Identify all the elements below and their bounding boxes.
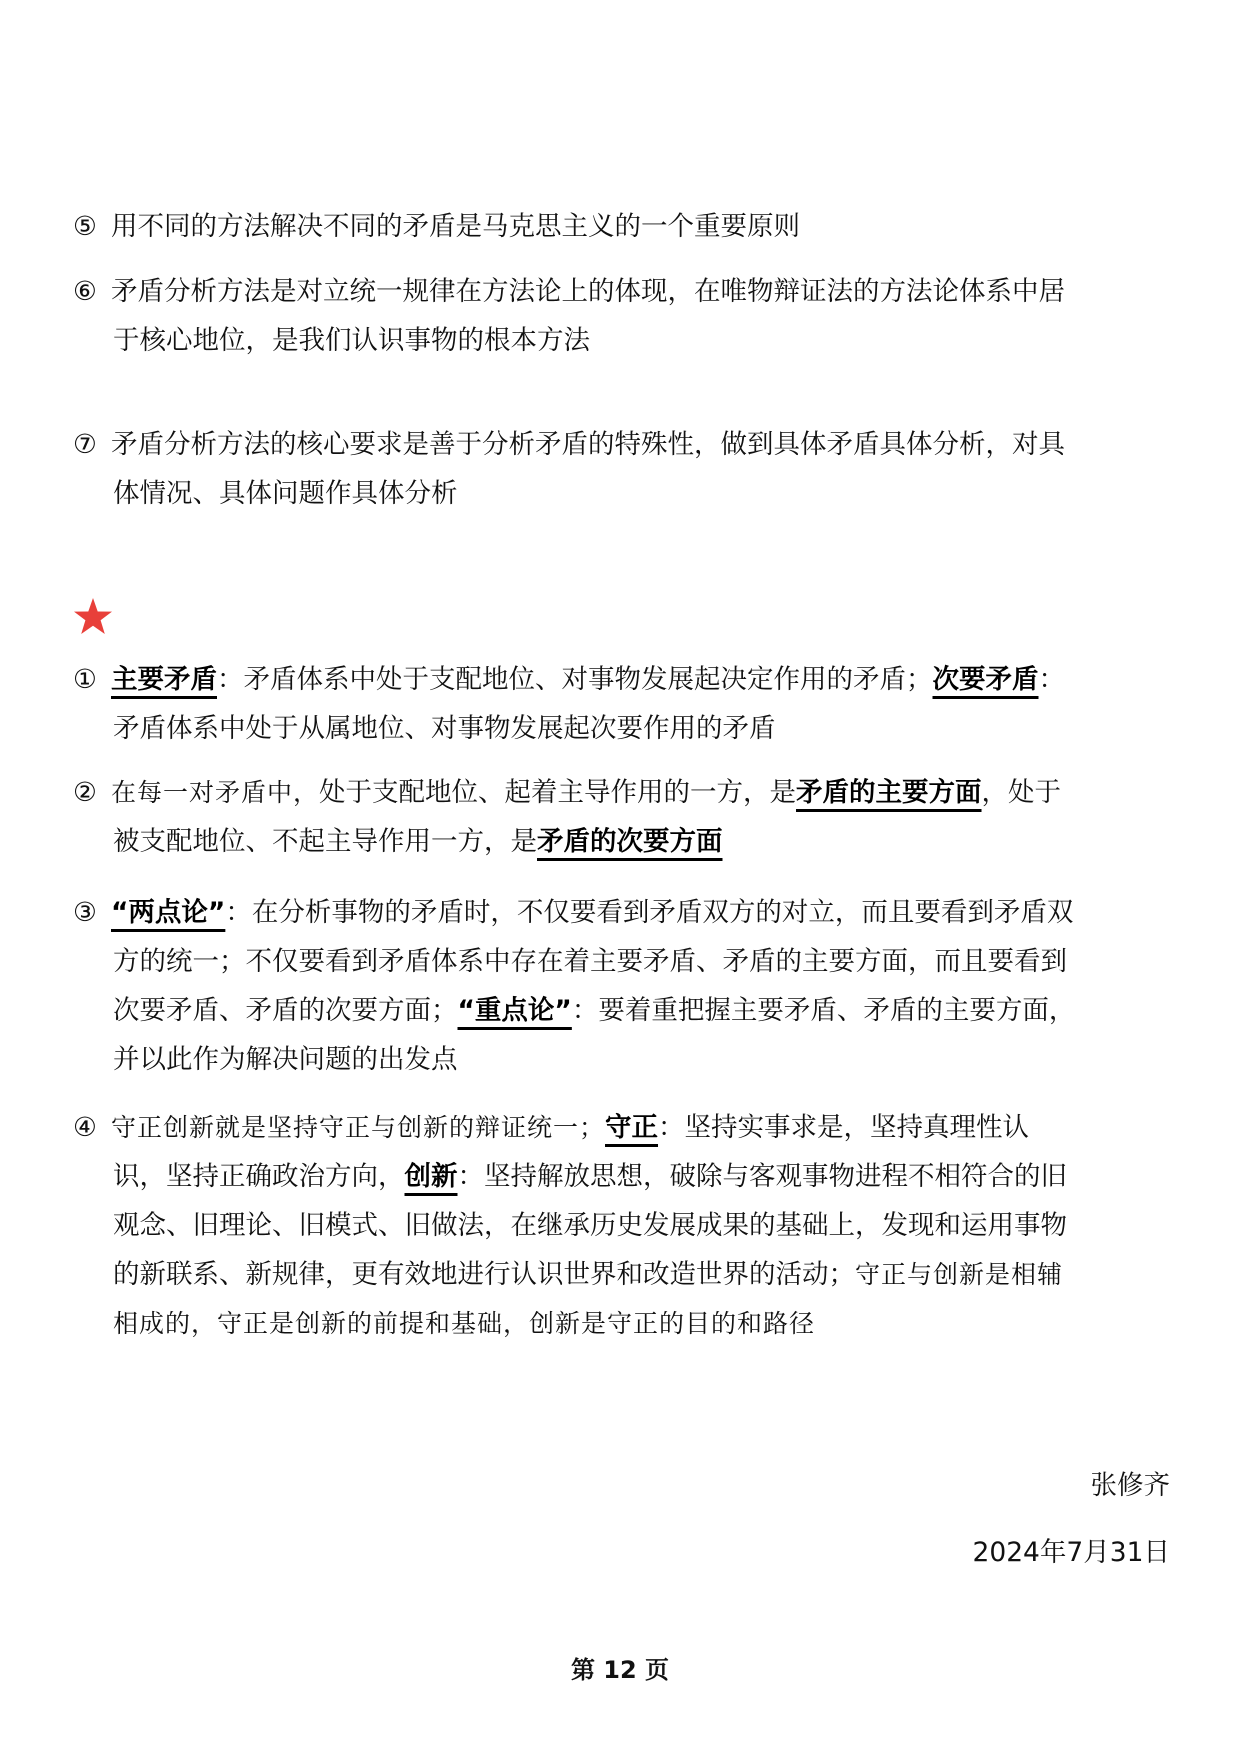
item-text: ：矛盾体系中处于支配地位、对事物发展起决定作用的矛盾；: [217, 664, 933, 695]
keyword-focus-theory: “重点论”: [457, 995, 572, 1026]
item-text-serif: 相成的，守正是创新的前提和基础，创新是守正的目的和路径: [113, 1309, 816, 1338]
list-item-line: [73, 817, 1173, 866]
item-text: ：在分析事物的矛盾时，不仅要看到矛盾双方的对立，而且要看到矛盾双: [225, 897, 1074, 928]
list-item-2: [73, 768, 1173, 866]
item-text: 用不同的方法解决不同的矛盾是马克思主义的一个重要原则: [111, 211, 800, 242]
list-item-line: [73, 768, 1173, 817]
list-item-line: [73, 1103, 1173, 1152]
list-item-4: [73, 1103, 1173, 1348]
item-text: ：坚持实事求是，坚持真理性认: [658, 1112, 1030, 1143]
keyword-secondary-contradiction: 次要矛盾: [932, 664, 1039, 695]
list-item-line: 于核心地位，是我们认识事物的根本方法: [113, 325, 590, 356]
item-number: ⑤: [73, 211, 97, 242]
item-text-serif: 守正与创新是相辅: [855, 1260, 1064, 1289]
item-text: ：坚持解放思想，破除与客观事物进程不相符合的旧: [457, 1161, 1067, 1192]
list-item-line: 矛盾体系中处于从属地位、对事物发展起次要作用的矛盾: [113, 713, 776, 744]
star-icon: [73, 596, 113, 636]
item-text: 识，坚持正确政治方向，: [113, 1161, 405, 1192]
item-text: 矛盾分析方法的核心要求是善于分析矛盾的特殊性，做到具体矛盾具体分析，对具: [111, 429, 1065, 460]
item-number: ④: [73, 1112, 97, 1143]
item-text: ：: [1038, 664, 1065, 695]
keyword-secondary-aspect: 矛盾的次要方面: [537, 826, 723, 857]
item-text: ，处于: [981, 777, 1062, 808]
item-number: ③: [73, 897, 97, 928]
item-text: ：要着重把握主要矛盾、矛盾的主要方面，: [571, 995, 1076, 1026]
item-number: ②: [73, 777, 97, 808]
list-item-3: [73, 888, 1173, 1084]
list-item-line: [73, 888, 1173, 937]
list-item-line: 体情况、具体问题作具体分析: [113, 478, 458, 509]
item-text: 处于支配地位、起着主导作用的一方，是: [319, 777, 797, 808]
item-number: ①: [73, 664, 97, 695]
signature-date: 2024年7月31日: [972, 1537, 1170, 1568]
keyword-innovation: 创新: [404, 1161, 458, 1192]
list-item-line: [73, 1152, 1173, 1201]
page-number: 第 12 页: [570, 1656, 670, 1684]
list-item-line: [73, 655, 1173, 704]
list-item-line: 并以此作为解决问题的出发点: [113, 1044, 458, 1075]
list-item-line: [73, 267, 1173, 316]
item-text: 矛盾分析方法是对立统一规律在方法论上的体现，在唯物辩证法的方法论体系中居: [111, 276, 1065, 307]
item-text: 被支配地位、不起主导作用一方，是: [113, 826, 537, 857]
list-item-line: [73, 1250, 1173, 1299]
list-item-line: [73, 202, 1173, 251]
list-item-line: 方的统一；不仅要看到矛盾体系中存在着主要矛盾、矛盾的主要方面，而且要看到: [113, 946, 1067, 977]
keyword-principal-aspect: 矛盾的主要方面: [796, 777, 982, 808]
list-item-line: [73, 1299, 1173, 1348]
keyword-two-point-theory: “两点论”: [111, 897, 226, 928]
author-name: 张修齐: [1090, 1470, 1170, 1501]
item-number: ⑦: [73, 429, 97, 460]
item-text-serif: 守正创新就是坚持守正与创新的辩证统一；: [111, 1113, 606, 1142]
list-item-line: [73, 986, 1173, 1035]
list-item-6: [73, 267, 1173, 365]
list-item-7: [73, 420, 1173, 518]
list-item-1: [73, 655, 1173, 753]
list-item-5: [73, 202, 1173, 251]
item-text: 次要矛盾、矛盾的次要方面；: [113, 995, 458, 1026]
keyword-main-contradiction: 主要矛盾: [111, 664, 217, 695]
list-item-line: [73, 420, 1173, 469]
item-text: 的新联系、新规律，更有效地进行认识世界和改造世界的活动；: [113, 1259, 855, 1290]
keyword-upholding-fundamentals: 守正: [605, 1112, 659, 1143]
item-text-serif: 在每一对矛盾中，: [111, 778, 320, 807]
list-item-line: 观念、旧理论、旧模式、旧做法，在继承历史发展成果的基础上，发现和运用事物: [113, 1210, 1067, 1241]
item-number: ⑥: [73, 276, 97, 307]
